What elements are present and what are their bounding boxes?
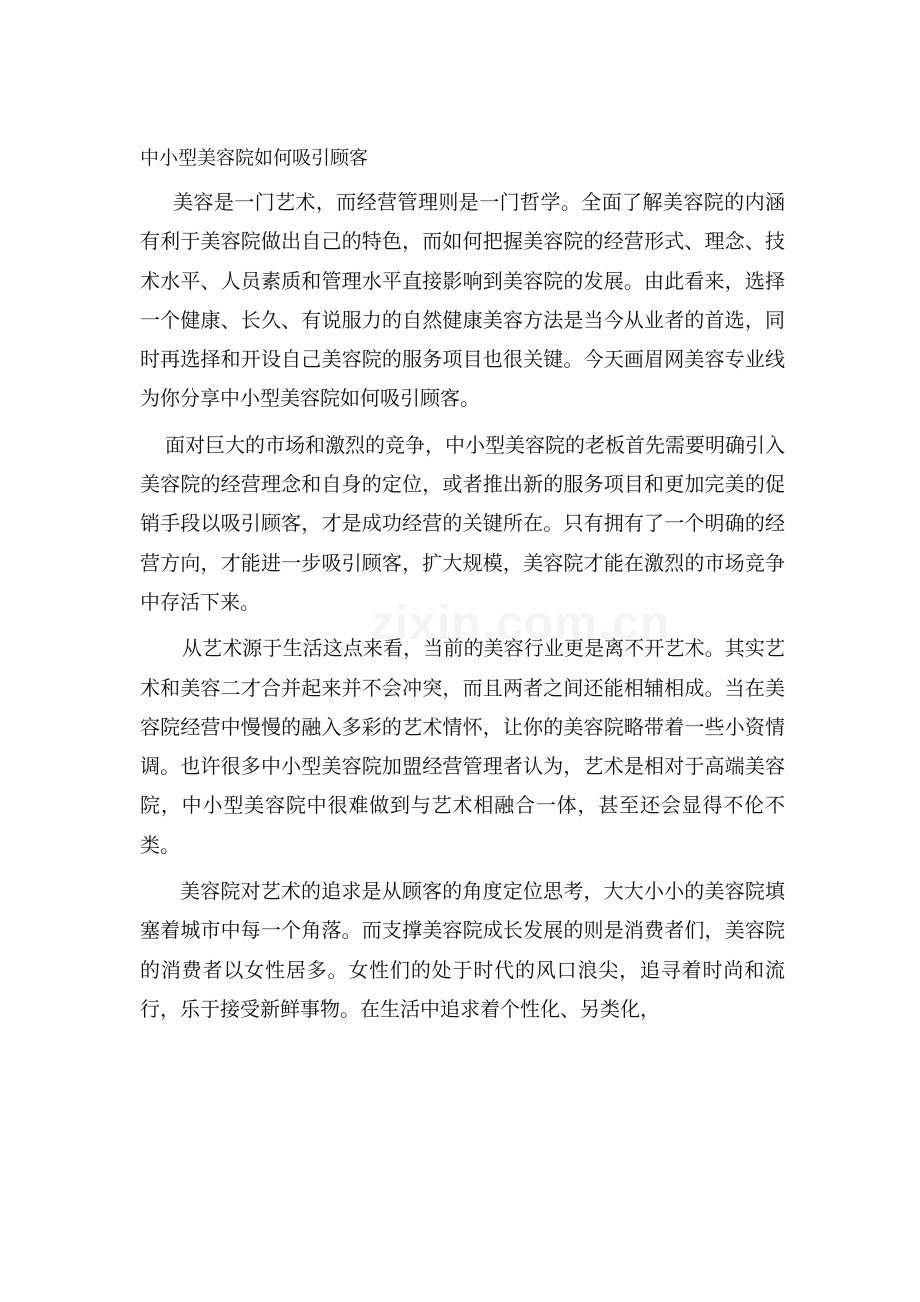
document-title: 中小型美容院如何吸引顾客 [140,147,369,169]
paragraph-1: 美容是一门艺术，而经营管理则是一门哲学。全面了解美容院的内涵有利于美容院做出自己的特色，而如何把握美容院的经营形式、理念、技术水平、人员素质和管理水平直接影响到美容院的发展。由此看来，选择一个健康、长久、有说服力的自然健康美容方法是当今从业者的首选，同时再选择和开设自己美容院的服务项目也很关键。今天画眉网美容专业线为你分享中小型美容院如何吸引顾客。 [140,190,785,411]
paragraph-4: 美容院对艺术的追求是从顾客的角度定位思考，大大小小的美容院填塞着城市中每一个角落。而支撑美容院成长发展的则是消费者们，美容院的消费者以女性居多。女性们的处于时代的风口浪尖，追寻着时尚和流行，乐于接受新鲜事物。在生活中追求着个性化、另类化， [140,879,785,1021]
document-body [140,143,785,1029]
paragraph-3: 从艺术源于生活这点来看，当前的美容行业更是离不开艺术。其实艺术和美容二才合并起来并不会冲突，而且两者之间还能相辅相成。当在美容院经营中慢慢的融入多彩的艺术情怀，让你的美容院略带着一些小资情调。也许很多中小型美容院加盟经营管理者认为，艺术是相对于高端美容院，中小型美容院中很难做到与艺术相融合一体，甚至还会显得不伦不类。 [140,636,785,857]
paragraph-2: 面对巨大的市场和激烈的竞争，中小型美容院的老板首先需要明确引入美容院的经营理念和自身的定位，或者推出新的服务项目和更加完美的促销手段以吸引顾客，才是成功经营的关键所在。只有拥有了一个明确的经营方向，才能进一步吸引顾客，扩大规模，美容院才能在激烈的市场竞争中存活下来。 [140,432,785,614]
watermark: zixin.com.cn [370,597,671,650]
